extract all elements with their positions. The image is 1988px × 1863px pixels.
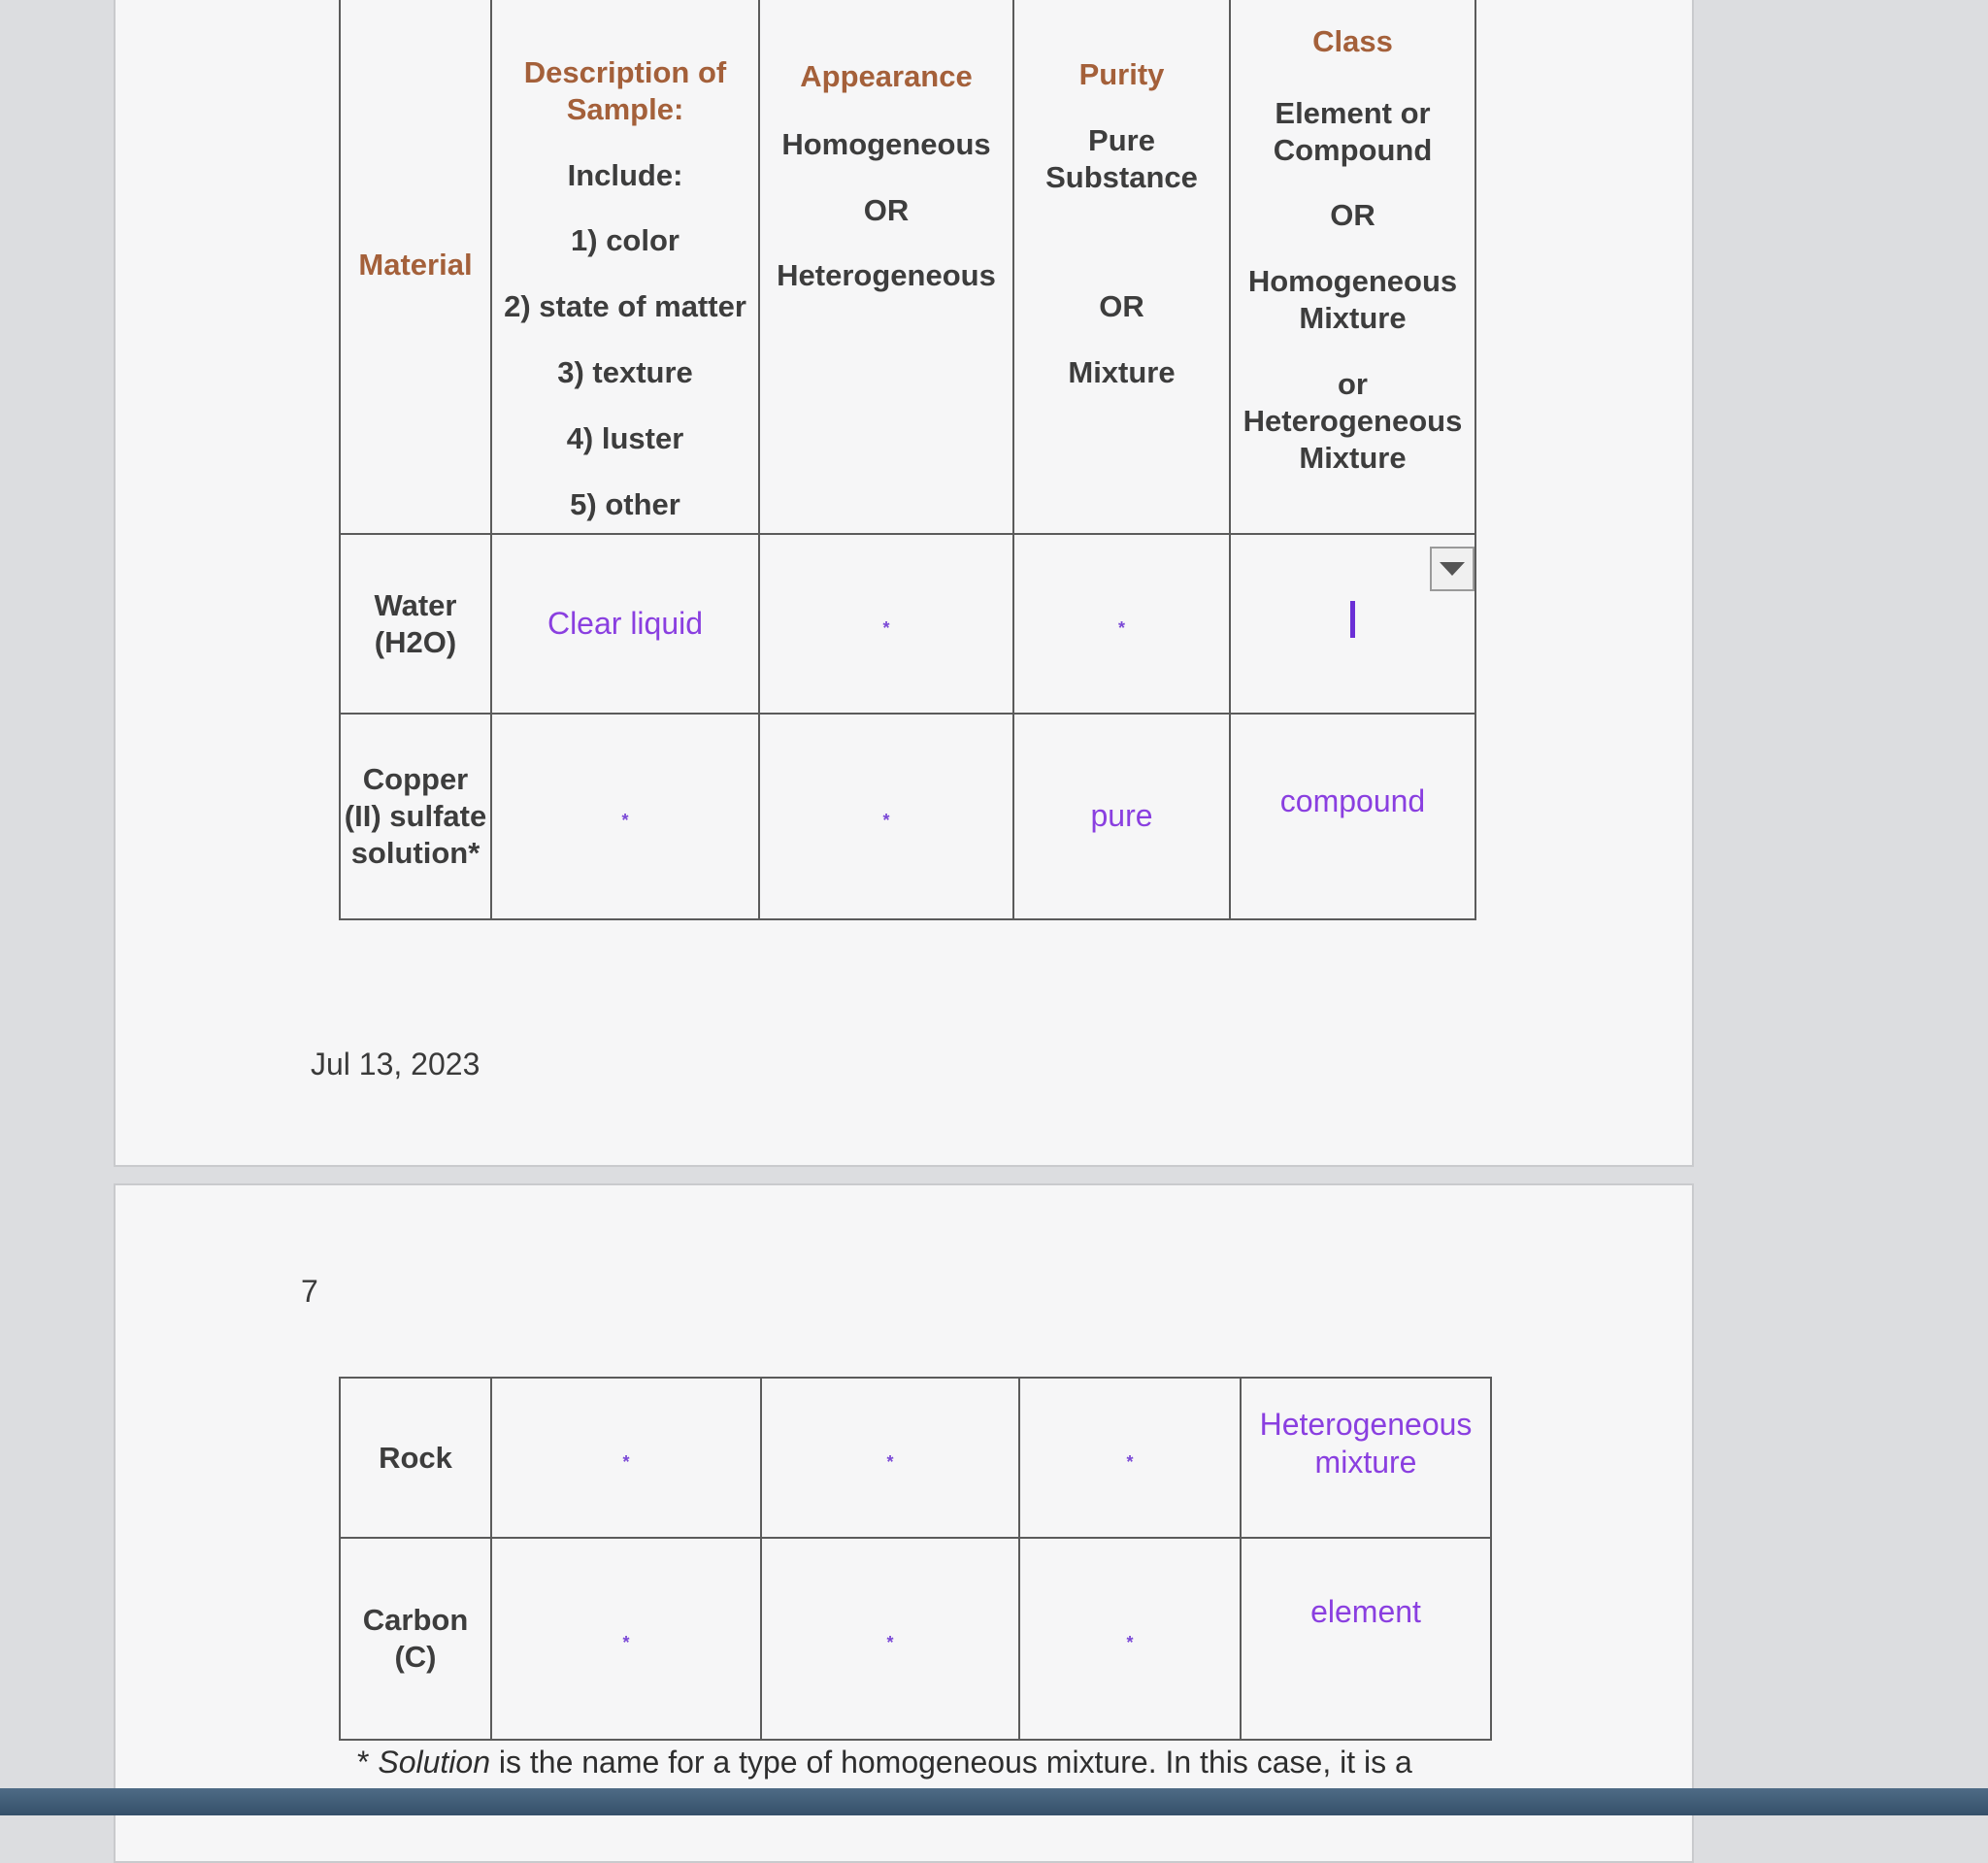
header-purity-title: Purity bbox=[1078, 57, 1165, 91]
description-item-luster: 4) luster bbox=[566, 420, 684, 455]
row-copper-appearance-value: * bbox=[882, 811, 890, 831]
purity-option-or: OR bbox=[1099, 289, 1144, 324]
header-row bbox=[340, 0, 1475, 534]
appearance-option-or: OR bbox=[863, 192, 910, 227]
table-row bbox=[340, 1378, 1491, 1538]
header-appearance-title: Appearance bbox=[800, 59, 973, 93]
row-water-purity[interactable] bbox=[1013, 534, 1230, 714]
row-carbon-description-value: * bbox=[622, 1633, 630, 1653]
header-class bbox=[1230, 0, 1475, 534]
class-dropdown-button[interactable] bbox=[1430, 547, 1474, 591]
row-carbon-appearance-value: * bbox=[886, 1633, 894, 1653]
row-rock-description[interactable] bbox=[491, 1378, 761, 1538]
row-water-appearance[interactable] bbox=[759, 534, 1013, 714]
purity-option-mixture: Mixture bbox=[1068, 355, 1176, 390]
description-item-state: 2) state of matter bbox=[504, 289, 746, 324]
header-description-include: Include: bbox=[567, 157, 683, 192]
header-appearance bbox=[759, 0, 1013, 534]
footnote-text: is the name for a type of homogeneous mixture. In this case, it is a bbox=[489, 1745, 1412, 1780]
purity-option-pure: Pure Substance bbox=[1045, 122, 1198, 194]
classification-table-2 bbox=[339, 1377, 1492, 1741]
class-option-homogeneous-mixture: Homogeneous Mixture bbox=[1247, 264, 1458, 336]
row-water-description[interactable]: Clear liquid bbox=[491, 534, 759, 714]
header-class-title: Class bbox=[1312, 24, 1393, 58]
question-number: 7 bbox=[301, 1274, 318, 1309]
description-item-texture: 3) texture bbox=[557, 355, 693, 390]
row-water-appearance-value: * bbox=[882, 617, 890, 638]
row-copper-description[interactable] bbox=[491, 714, 759, 919]
row-rock-material: Rock bbox=[340, 1378, 491, 1538]
row-rock-purity-value: * bbox=[1126, 1451, 1134, 1472]
row-copper-material: Copper (II) sulfate solution* bbox=[340, 714, 491, 919]
row-water-purity-value: * bbox=[1117, 617, 1125, 638]
submission-date: Jul 13, 2023 bbox=[311, 1047, 480, 1081]
row-rock-appearance[interactable] bbox=[761, 1378, 1019, 1538]
header-material bbox=[340, 0, 491, 534]
row-carbon-purity-value: * bbox=[1126, 1633, 1134, 1653]
taskbar-strip bbox=[0, 1788, 1988, 1815]
header-description-title: Description of Sample: bbox=[523, 55, 727, 126]
description-item-color: 1) color bbox=[571, 223, 679, 258]
description-item-other: 5) other bbox=[570, 486, 680, 521]
row-rock-description-value: * bbox=[622, 1451, 630, 1472]
row-rock-purity[interactable] bbox=[1019, 1378, 1241, 1538]
footnote-term: Solution bbox=[378, 1745, 490, 1780]
class-option-or: OR bbox=[1330, 198, 1375, 233]
row-water-class-select[interactable] bbox=[1230, 534, 1475, 714]
row-copper-appearance[interactable] bbox=[759, 714, 1013, 919]
appearance-option-heterogeneous: Heterogeneous bbox=[777, 258, 996, 293]
footnote-asterisk: * bbox=[357, 1745, 379, 1780]
header-description bbox=[491, 0, 759, 534]
chevron-down-icon bbox=[1440, 562, 1465, 576]
row-water-material: Water (H2O) bbox=[340, 534, 491, 714]
class-option-heterogeneous-mixture: or Heterogeneous Mixture bbox=[1242, 366, 1463, 475]
appearance-option-homogeneous: Homogeneous bbox=[781, 126, 991, 161]
classification-table-1 bbox=[339, 0, 1476, 920]
class-option-element-compound: Element or Compound bbox=[1273, 95, 1433, 167]
text-cursor-icon bbox=[1350, 601, 1355, 638]
row-carbon-description[interactable] bbox=[491, 1538, 761, 1740]
table-row bbox=[340, 1538, 1491, 1740]
header-material-label: Material bbox=[358, 247, 473, 282]
row-copper-description-value: * bbox=[621, 811, 629, 831]
row-carbon-class[interactable]: element bbox=[1241, 1538, 1491, 1740]
solution-footnote bbox=[357, 1745, 1412, 1780]
row-copper-class[interactable]: compound bbox=[1230, 714, 1475, 919]
row-rock-appearance-value: * bbox=[886, 1451, 894, 1472]
row-copper-purity[interactable]: pure bbox=[1013, 714, 1230, 919]
table-row bbox=[340, 534, 1475, 714]
row-carbon-appearance[interactable] bbox=[761, 1538, 1019, 1740]
header-purity bbox=[1013, 0, 1230, 534]
row-carbon-purity[interactable] bbox=[1019, 1538, 1241, 1740]
table-row bbox=[340, 714, 1475, 919]
row-carbon-material: Carbon (C) bbox=[340, 1538, 491, 1740]
row-rock-class[interactable]: Heterogeneous mixture bbox=[1241, 1378, 1491, 1538]
